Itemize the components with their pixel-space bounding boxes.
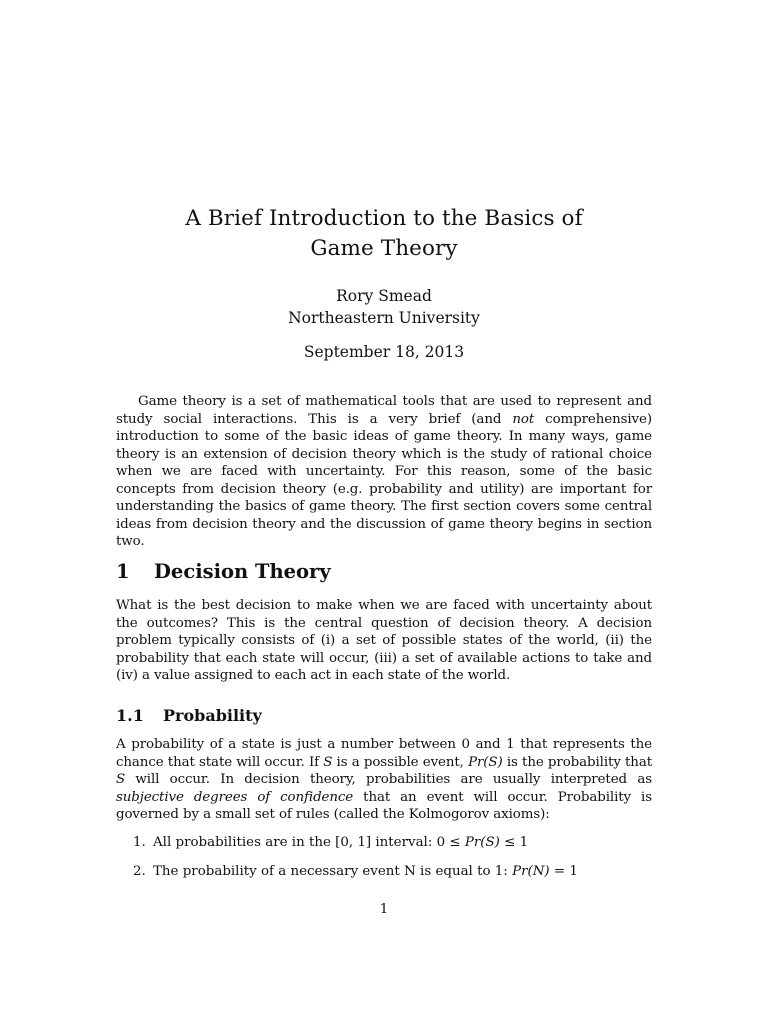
abstract-emphasis: not [512,411,535,427]
abstract-text-2: comprehensive) introduction to some of the basic ideas of game theory. In many ways, game theory is an extension of decision theory which is the study of rational choice when we are faced with uncertainty. For this reason, some of the basic concepts from decision theory (e.g. probability and utility) are important for understanding the basics of game theory. The first section covers some central ideas from decision theory and the discussion of game theory begins in section two. [116,411,652,549]
probability-paragraph [116,736,652,824]
math-s-1: S [323,754,333,770]
probability-text-d: will occur. In decision theory, probabilities are usually interpreted as [125,772,652,787]
probability-text-a: A probability of a state is just a number between 0 and 1 that represents the chance that state will occur. If [116,737,652,770]
list-item [133,863,652,881]
subsection-heading [116,706,262,726]
abstract-paragraph [116,393,652,551]
list-item-number: 2. [133,864,146,879]
probability-text-c: is the probability that [502,754,652,770]
author-name: Rory Smead [336,287,432,305]
subsection-number: 1.1 [116,706,144,725]
section-title: Decision Theory [154,560,331,583]
author-affiliation: Northeastern University [288,309,480,327]
subsection-title: Probability [163,706,262,725]
math-s-2: S [116,772,126,787]
list-item [133,834,652,852]
list-item-math: Pr(N) [512,864,550,879]
math-pr-s: Pr(S) [468,754,503,770]
list-item-number: 1. [133,835,146,850]
abstract-text-1: Game theory is a set of mathematical tools that are used to represent and study social interactions. This is a very brief (and [116,394,652,427]
section-number: 1 [116,560,130,583]
probability-text-e: that an event will occur. Probability is governed by a small set of rules (called the Kolmogorov axioms): [116,789,652,822]
list-item-text: The probability of a necessary event N is equal to 1: [153,864,513,879]
page-number: 1 [379,902,389,917]
document-title-line-2: Game Theory [310,236,458,261]
list-item-text: All probabilities are in the [0, 1] interval: 0 ≤ [153,835,465,850]
list-item-math: Pr(S) [464,835,500,850]
list-item-text-end: ≤ 1 [499,835,529,850]
section-heading [116,560,331,584]
section-paragraph: What is the best decision to make when we are faced with uncertainty about the outcomes? This is the central question of decision theory. A decision problem typically consists of (i) a set of possible states of the world, (ii) the probability that each state will occur, (iii) a set of available actions to take and (iv) a value assigned to each act in each state of the world. [116,598,652,683]
list-item-text-end: = 1 [549,864,578,879]
probability-emphasis: subjective degrees of confidence [116,789,354,805]
document-title-line-1: A Brief Introduction to the Basics of [185,206,583,231]
document-date: September 18, 2013 [303,343,465,361]
probability-text-b: is a possible event, [332,754,469,770]
